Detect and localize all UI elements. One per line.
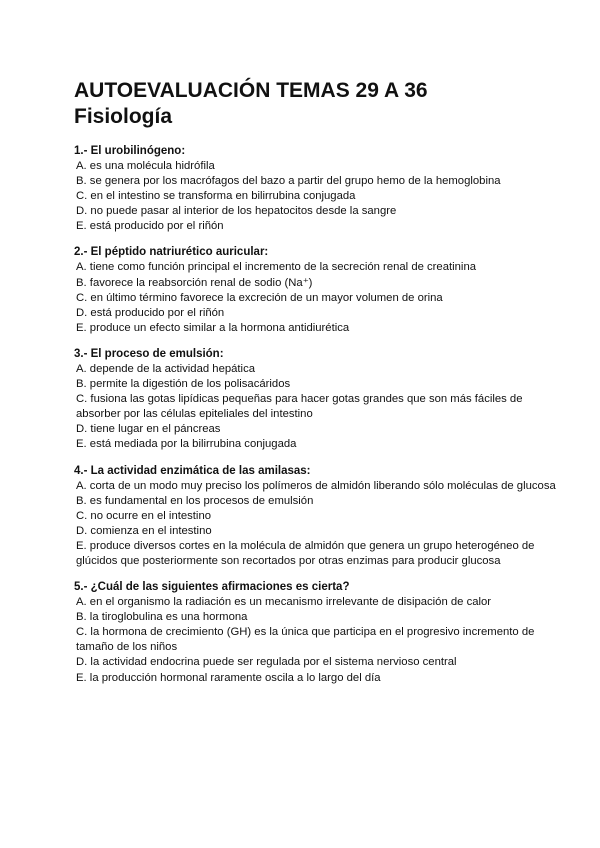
question-1 <box>74 144 560 234</box>
document-subtitle: Fisiología <box>74 105 173 128</box>
option-b: B. se genera por los macrófagos del bazo a partir del grupo hemo de la hemoglobina <box>76 175 501 188</box>
option-b: B. permite la digestión de los polisacáridos <box>76 378 291 391</box>
option-e: E. la producción hormonal raramente oscila a lo largo del día <box>76 671 381 684</box>
option-c: C. en último término favorece la excreción de un mayor volumen de orina <box>76 291 443 304</box>
option-d: D. no puede pasar al interior de los hepatocitos desde la sangre <box>76 205 397 218</box>
option-c: C. la hormona de crecimiento (GH) es la única que participa en el progresivo incremento de tamaño de los niños <box>76 626 535 654</box>
option-b: B. la tiroglobulina es una hormona <box>76 611 248 624</box>
option-a: A. depende de la actividad hepática <box>76 362 256 375</box>
document-title: AUTOEVALUACIÓN TEMAS 29 A 36 <box>74 79 428 102</box>
option-c: C. fusiona las gotas lipídicas pequeñas para hacer gotas grandes que son más fáciles de absorber por las células epiteliales del intestino <box>76 393 523 421</box>
option-d: D. la actividad endocrina puede ser regulada por el sistema nervioso central <box>76 656 457 669</box>
option-c: C. no ocurre en el intestino <box>76 509 212 522</box>
option-a: A. corta de un modo muy preciso los polímeros de almidón liberando sólo moléculas de glucosa <box>76 479 556 492</box>
option-b: B. es fundamental en los procesos de emulsión <box>76 494 314 507</box>
option-c: C. en el intestino se transforma en bilirrubina conjugada <box>76 190 356 203</box>
question-3 <box>74 347 560 453</box>
option-a: A. tiene como función principal el incremento de la secreción renal de creatinina <box>76 261 477 274</box>
question-2 <box>74 245 560 335</box>
option-a: A. en el organismo la radiación es un mecanismo irrelevante de disipación de calor <box>76 596 492 609</box>
option-e: E. está producido por el riñón <box>76 220 224 233</box>
question-heading: 1.- El urobilinógeno: <box>74 145 186 157</box>
option-e: E. está mediada por la bilirrubina conjugada <box>76 438 297 451</box>
option-d: D. está producido por el riñón <box>76 306 225 319</box>
question-5 <box>74 580 560 686</box>
question-heading: 2.- El péptido natriurético auricular: <box>74 246 269 259</box>
option-d: D. comienza en el intestino <box>76 524 212 537</box>
option-e: E. produce diversos cortes en la molécula de almidón que genera un grupo heterogéneo de glúcidos que posteriormente son recortados por otras enzimas para producir glucosa <box>76 539 535 567</box>
option-e: E. produce un efecto similar a la hormona antidiurética <box>76 321 350 334</box>
option-a: A. es una molécula hidrófila <box>76 160 215 172</box>
question-heading: 4.- La actividad enzimática de las amilasas: <box>74 464 311 477</box>
question-heading: 3.- El proceso de emulsión: <box>74 347 224 360</box>
option-d: D. tiene lugar en el páncreas <box>76 423 221 436</box>
question-heading: 5.- ¿Cuál de las siguientes afirmaciones es cierta? <box>74 581 350 594</box>
option-b: B. favorece la reabsorción renal de sodio (Na⁺) <box>76 276 313 289</box>
question-4 <box>74 464 560 570</box>
